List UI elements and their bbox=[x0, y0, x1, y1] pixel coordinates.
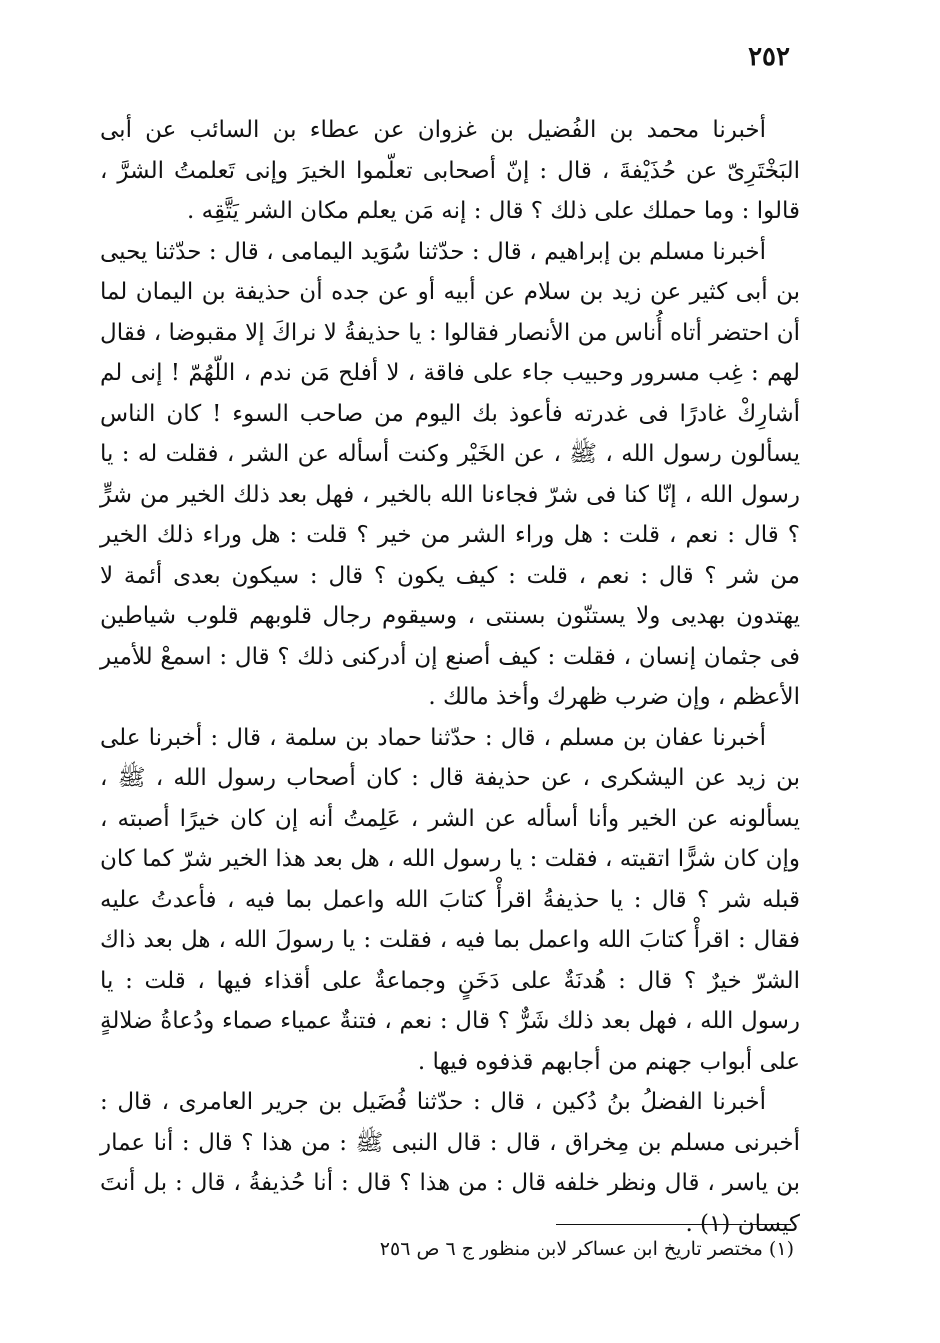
paragraph-1: أخبرنا محمد بن الفُضيل بن غزوان عن عطاء بن السائب عن أبى البَخْتَرِىّ عن حُذَيْفةَ ، قال : إنّ أصحابى تعلّموا الخيرَ وإنى تَعلمتُ الشرَّ ، قالوا : وما حملك على ذلك ؟ قال : إنه مَن يعلم مكان الشر يَتَّقِه . bbox=[100, 117, 800, 224]
footnote-divider bbox=[556, 1224, 791, 1225]
main-text bbox=[100, 110, 800, 1244]
paragraph-2: أخبرنا مسلم بن إبراهيم ، قال : حدّثنا سُوَيد اليمامى ، قال : حدّثنا يحيى بن أبى كثير عن زيد بن سلام عن أبيه أو عن جده أن حذيفة بن اليمان لما أن احتضر أتاه أُناس من الأنصار فقالوا : يا حذيفةُ لا نراكَ إلا مقبوضا ، فقال لهم : غِب مسرور وحبيب جاء على فاقة ، لا أفلح مَن ندم ، اللّهُمّ ! إنى لم أشارِكْ غادرًا فى غدرته فأعوذ بك اليوم من صاحب السوء ! كان الناس يسألون رسول الله ، ﷺ ، عن الخَيْر وكنت أسأله عن الشر ، فقلت له : يا رسول الله ، إنّا كنا فى شرّ فجاءنا الله بالخير ، فهل بعد ذلك الخير من شرٍّ ؟ قال : نعم ، قلت : هل وراء الشر من خير ؟ قلت : هل وراء ذلك الخير من شر ؟ قال : نعم ، قلت : كيف يكون ؟ قال : سيكون بعدى أئمة لا يهتدون بهديى ولا يستنّون بسنتى ، وسيقوم رجال قلوبهم قلوب شياطين فى جثمان إنسان ، فقلت : كيف أصنع إن أدركنى ذلك ؟ قال : اسمعْ للأمير الأعظم ، وإن ضرب ظهرك وأخذ مالك . bbox=[100, 238, 800, 710]
page-number: ٢٥٢ bbox=[748, 42, 790, 72]
paragraph-3: أخبرنا عفان بن مسلم ، قال : حدّثنا حماد بن سلمة ، قال : أخبرنا على بن زيد عن اليشكرى ، عن حذيفة قال : كان أصحاب رسول الله ، ﷺ ، يسألونه عن الخير وأنا أسأله عن الشر ، عَلِمتُ أنه إن كان خيرًا أصبته ، وإن كان شرًّا اتقيته ، فقلت : يا رسول الله ، هل بعد هذا الخير شرّ كما كان قبله شر ؟ قال : يا حذيفةُ اقرأْ كتابَ الله واعمل بما فيه ، فأعدتُ عليه فقال : اقرأْ كتابَ الله واعمل بما فيه ، فقلت : يا رسولَ الله ، هل بعد ذاك الشرّ خيرٌ ؟ قال : هُدنَةٌ على دَخَنٍ وجماعةٌ على أقذاء فيها ، قلت : يا رسول الله ، فهل بعد ذلك شَرٌّ ؟ قال : نعم ، فتنةٌ عمياء صماء ودُعاةُ ضلالةٍ على أبواب جهنم من أجابهم قذفوه فيها . bbox=[100, 724, 800, 1075]
footnote: (١) مختصر تاريخ ابن عساكر لابن منظور ج ٦ ص ٢٥٦ bbox=[379, 1238, 794, 1260]
paragraph-4: أخبرنا الفضلُ بنُ دُكين ، قال : حدّثنا فُضَيل بن جرير العامرى ، قال : أخبرنى مسلم بن مِخراق ، قال : قال النبى ﷺ : من هذا ؟ قال : أنا عمار بن ياسر ، قال ونظر خلفه قال : من هذا ؟ قال : أنا حُذيفةُ ، قال : بل أنتَ كيسان (١) . bbox=[100, 1089, 800, 1237]
